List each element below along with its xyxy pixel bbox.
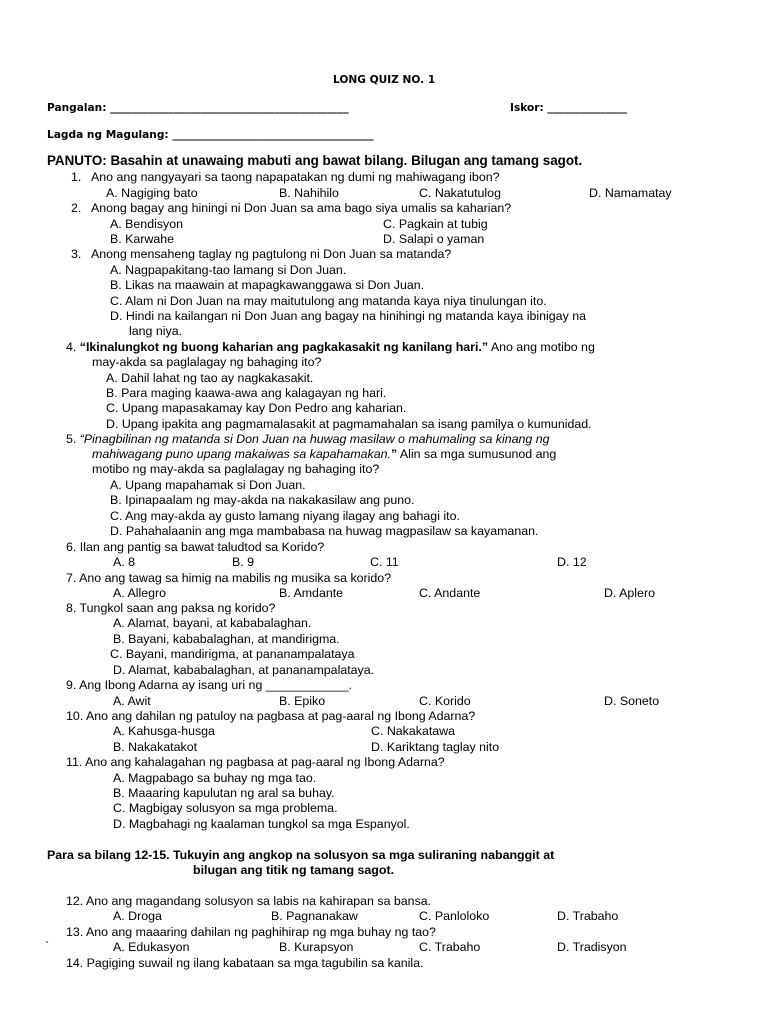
q12-option-a: A. Droga: [113, 909, 162, 923]
q6-option-b: B. 9: [232, 555, 255, 569]
question-14: 14. Pagiging suwail ng ilang kabataan sa mga tagubilin sa kanila.: [66, 956, 424, 970]
q2-option-b: B. Karwahe: [110, 232, 175, 246]
q6-option-d: D. 12: [557, 555, 587, 569]
q4-stem: Ano ang motibo ng: [488, 340, 595, 354]
question-5-cont: [92, 447, 556, 461]
q5-option-d: D. Pahahalaanin ang mga mambabasa na huwag magpasilaw sa kayamanan.: [110, 524, 539, 538]
question-8: 8. Tungkol saan ang paksa ng korido?: [66, 601, 276, 615]
score-field-label: Iskor: _______________: [510, 102, 627, 114]
q5-stem: Alin sa mga sumusunod ang: [397, 447, 557, 461]
q10-option-b: B. Nakakatakot: [113, 740, 198, 754]
section-instructions-cont: bilugan ang titik ng tamang sagot.: [193, 863, 395, 877]
q8-option-b: B. Bayani, kababalaghan, at mandirigma.: [113, 632, 340, 646]
q9-option-d: D. Soneto: [604, 694, 660, 708]
q13-option-c: C. Trabaho: [419, 940, 481, 954]
question-2: 2. Anong bagay ang hiningi ni Don Juan sa ama bago siya umalis sa kaharian?: [71, 201, 512, 215]
question-7: 7. Ano ang tawag sa himig na mabilis ng musika sa korido?: [66, 571, 392, 585]
q1-option-a: A. Nagiging bato: [106, 186, 198, 200]
q7-option-c: C. Andante: [419, 586, 481, 600]
question-4-cont: may-akda sa paglalagay ng bahaging ito?: [92, 355, 322, 369]
q2-option-c: C. Pagkain at tubig: [383, 217, 488, 231]
q5-number: 5.: [66, 432, 80, 446]
q4-number: 4.: [66, 340, 80, 354]
question-11: 11. Ano ang kahalagahan ng pagbasa at pag-aaral ng Ibong Adarna?: [66, 755, 445, 769]
q2-option-a: A. Bendisyon: [110, 217, 184, 231]
q13-option-d: D. Tradisyon: [557, 940, 627, 954]
q12-option-b: B. Pagnanakaw: [271, 909, 358, 923]
q9-option-c: C. Korido: [419, 694, 471, 708]
question-12: 12. Ano ang magandang solusyon sa labis na kahirapan sa bansa.: [66, 894, 432, 908]
q5-quote: “Pinagbilinan ng matanda si Don Juan na huwag masilaw o mahumaling sa kinang ng: [79, 432, 550, 446]
q7-option-a: A. Allegro: [113, 586, 167, 600]
q5-option-c: C. Ang may-akda ay gusto lamang niyang ilagay ang bahagi ito.: [110, 509, 460, 523]
q9-option-b: B. Epiko: [279, 694, 326, 708]
q11-option-d: D. Magbahagi ng kaalaman tungkol sa mga Espanyol.: [113, 817, 410, 831]
page-title: LONG QUIZ NO. 1: [333, 74, 436, 86]
q8-option-c: C. Bayani, mandirigma, at pananampalataya: [110, 647, 355, 661]
instructions: PANUTO: Basahin at unawaing mabuti ang bawat bilang. Bilugan ang tamang sagot.: [47, 153, 583, 168]
q11-option-b: B. Maaaring kapulutan ng aral sa buhay.: [113, 786, 335, 800]
q6-option-c: C. 11: [370, 555, 399, 569]
q3-option-d-cont: lang niya.: [129, 324, 183, 338]
q6-option-a: A. 8: [113, 555, 136, 569]
q9-option-a: A. Awit: [113, 694, 151, 708]
q5-quote-close: ”: [390, 447, 398, 461]
q4-option-a: A. Dahil lahat ng tao ay nagkakasakit.: [106, 371, 314, 385]
parent-signature-label: Lagda ng Magulang: ______________________________________: [47, 129, 374, 141]
question-5: [66, 432, 550, 446]
q3-option-d: D. Hindi na kailangan ni Don Juan ang bagay na hinihingi ng matanda kaya ibinigay na: [110, 309, 586, 323]
q7-option-b: B. Amdante: [279, 586, 344, 600]
q12-option-c: C. Panloloko: [419, 909, 490, 923]
q4-quote: “Ikinalungkot ng buong kaharian ang pagkakasakit ng kanilang hari.”: [79, 340, 489, 354]
q13-option-b: B. Kurapsyon: [279, 940, 354, 954]
question-3: 3. Anong mensaheng taglay ng pagtulong ni Don Juan sa matanda?: [71, 247, 452, 261]
q3-option-c: C. Alam ni Don Juan na may maitutulong ang matanda kaya niya tinulungan ito.: [110, 294, 547, 308]
question-6: 6. Ilan ang pantig sa bawat taludtod sa Korido?: [66, 540, 325, 554]
section-instructions: Para sa bilang 12-15. Tukuyin ang angkop na solusyon sa mga suliraning nabanggit at: [47, 848, 555, 862]
question-1: 1. Ano ang nangyayari sa taong napapatakan ng dumi ng mahiwagang ibon?: [71, 170, 500, 184]
question-5-cont-2: motibo ng may-akda sa paglalagay ng bahaging ito?: [92, 462, 380, 476]
q4-option-c: C. Upang mapasakamay kay Don Pedro ang kaharian.: [106, 401, 407, 415]
q10-option-d: D. Kariktang taglay nito: [371, 740, 500, 754]
q7-option-d: D. Aplero: [604, 586, 655, 600]
q5-quote-cont: mahiwagang puno upang makaiwas sa kapahamakan.: [92, 447, 391, 461]
question-10: 10. Ano ang dahilan ng patuloy na pagbasa at pag-aaral ng Ibong Adarna?: [66, 709, 476, 723]
q4-option-b: B. Para maging kaawa-awa ang kalagayan ng hari.: [106, 386, 387, 400]
name-field-label: Pangalan: _____________________________________________: [47, 102, 349, 114]
q3-option-a: A. Nagpapakitang-tao lamang si Don Juan.: [110, 263, 347, 277]
q2-option-d: D. Salapi o yaman: [383, 232, 485, 246]
question-13: 13. Ano ang maaaring dahilan ng paghihirap ng mga buhay ng tao?: [66, 925, 436, 939]
q8-option-a: A. Alamat, bayani, at kababalaghan.: [113, 616, 312, 630]
q12-option-d: D. Trabaho: [557, 909, 619, 923]
q10-option-a: A. Kahusga-husga: [113, 724, 215, 738]
q1-option-b: B. Nahihilo: [279, 186, 339, 200]
question-9: 9. Ang Ibong Adarna ay isang uri ng ____________.: [66, 678, 352, 692]
q11-option-c: C. Magbigay solusyon sa mga problema.: [113, 801, 338, 815]
question-4: [66, 340, 595, 354]
q8-option-d: D. Alamat, kababalaghan, at pananampalataya.: [113, 663, 375, 677]
q3-option-b: B. Likas na maawain at mapagkawanggawa si Don Juan.: [110, 278, 425, 292]
q1-option-c: C. Nakatutulog: [419, 186, 501, 200]
q11-option-a: A. Magpabago sa buhay ng mga tao.: [113, 771, 317, 785]
q4-option-d: D. Upang ipakita ang pagmamalasakit at pagmamahalan sa isang pamilya o kumunidad.: [106, 417, 592, 431]
q10-option-c: C. Nakakatawa: [371, 724, 456, 738]
q5-option-a: A. Upang mapahamak si Don Juan.: [110, 478, 306, 492]
q5-option-b: B. Ipinapaalam ng may-akda na nakakasilaw ang puno.: [110, 493, 415, 507]
q13-option-a: A. Edukasyon: [113, 940, 190, 954]
stray-mark: `: [45, 939, 50, 953]
q1-option-d: D. Namamatay: [589, 186, 672, 200]
